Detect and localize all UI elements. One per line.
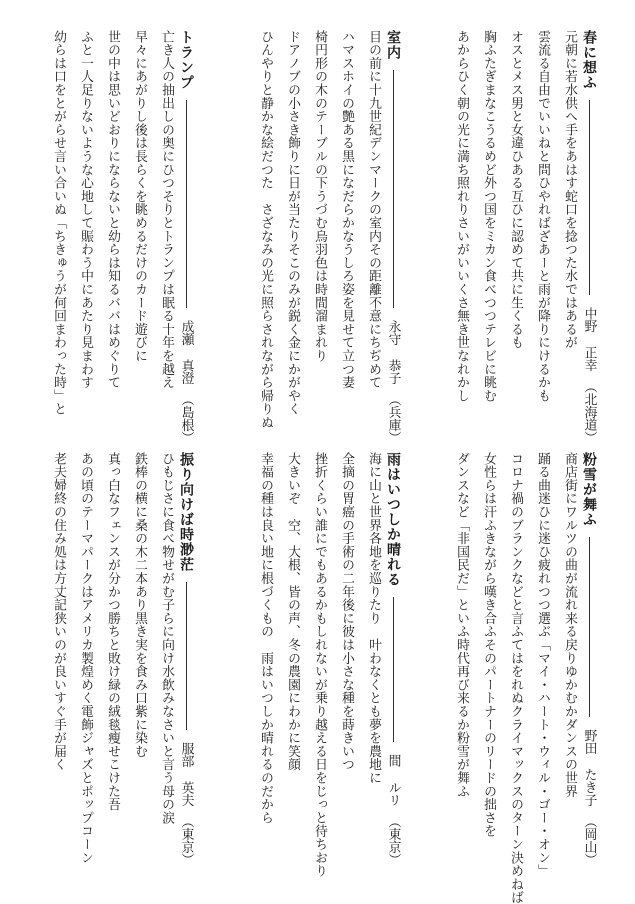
author-family-name: 永守	[385, 319, 401, 346]
poem-header	[576, 30, 602, 444]
poem-line: オスとメス男と女違ひある互ひに認めて共に生くるも	[508, 30, 523, 350]
poem-line: 鉄棒の横に桑の木二本あり黒き実を食み口紫に染む	[132, 452, 147, 758]
poem-line: あからひく朝の光に満ち照れりさいがいいくさ無き世なれかし	[454, 30, 469, 403]
title-rule	[186, 582, 187, 730]
author-prefecture: （岡山）	[581, 814, 597, 866]
poem-line: 亡き人の抽出しの奥にひつそりとトランプは眠る十年を越え	[159, 30, 174, 390]
poem-line: 大きいぞ 空、大根、皆の声、冬の農園にわかに笑顔	[285, 452, 300, 772]
poem-line: ひもじさに食べ物せがむ子らに向け水飲みなさいと言う母の涙	[159, 452, 174, 825]
poem-line: ふと一人足りないような心地して賑わう中にあたり見まわす	[78, 30, 93, 390]
author-given-name: ルリ	[385, 781, 401, 807]
author-given-name: たき子	[581, 768, 597, 807]
poem-line: 海に山と世界各地を巡りたり 叶わなくとも夢を農地に	[366, 452, 381, 785]
poem-line: 目の前に十九世紀デンマークの室内その距離不意にちぢめて	[366, 30, 381, 390]
poem-line: ドアノブの小さき飾りに日が当たりそこのみが鋭く金にかがやく	[285, 30, 300, 416]
poem-line: ハマスホイの艶ある黒になだらかなうしろ姿を見せて立つ妻	[339, 30, 354, 390]
author-given-name: 英夫	[178, 781, 194, 807]
poem-line: 全摘の胃癌の手術の二年後に彼は小さな種を蒔きいつ	[339, 452, 354, 772]
title-rule	[589, 100, 590, 295]
author-family-name: 中野	[581, 306, 597, 333]
author-prefecture: （兵庫）	[385, 392, 401, 444]
poem-title: 春に想ふ	[581, 30, 597, 90]
poem-line: 老夫婦終の住み処は方丈記狭いのが良いすぐ手が届く	[51, 452, 66, 772]
poem-title: 振り向けば時渺茫	[178, 452, 194, 572]
poem-line: 世の中は思いどおりにならないと幼らは知るババはめぐりて	[105, 30, 120, 390]
author-given-name: 恭子	[385, 359, 401, 385]
poem-header	[173, 30, 199, 444]
title-rule	[186, 100, 187, 308]
author-prefecture: （島根）	[178, 392, 194, 444]
poem-line: 早々にあがりし後は長らくを眺めるだけのカード遊びに	[132, 30, 147, 363]
author-prefecture: （東京）	[385, 814, 401, 866]
poem-line: 雲流る自由でいいねと問ひやればざあーと雨が降りにけるかも	[535, 30, 550, 403]
poem-line: 商店街にワルツの曲が流れ来る戻りゆかむかダンスの世界	[562, 452, 577, 798]
poem-title: トランプ	[178, 30, 194, 90]
author-family-name: 間	[385, 754, 401, 768]
author-family-name: 野田	[581, 728, 597, 755]
author-given-name: 正幸	[581, 346, 597, 372]
poem-block	[240, 30, 406, 444]
poem-block	[33, 30, 199, 444]
poem-line: 真っ白なフェンスが分かつ勝ちと敗け緑の絨毯瘦せこけた吾	[105, 452, 120, 812]
poem-line: 胸ふたぎまなこうるめど外つ国をミカン食べつつテレビに眺む	[481, 30, 496, 403]
author-family-name: 服部	[178, 741, 194, 768]
poem-block	[240, 452, 406, 878]
title-rule	[393, 70, 394, 308]
poem-line: あの頃のテーマパークはアメリカ製煌めく電飾ジャズとポップコーン	[78, 452, 93, 865]
poem-title: 粉雪が舞ふ	[581, 452, 597, 527]
poem-title: 室内	[385, 30, 401, 60]
poem-line: ダンスなど「非国民だ」といふ時代再び来るか粉雪が舞ふ	[454, 452, 469, 798]
poem-line: 踊る曲迷ひに迷ひ疲れつつ選ぶ「マイ・ハート・ウィル・ゴー・オン」	[535, 452, 550, 878]
poem-line: コロナ禍のブランクなどと言ふてはをれぬクライマックスのターン決めねば	[508, 452, 523, 904]
poem-line: 元朝に若水供へ手をあはす蛇口を捻つた水ではあるが	[562, 30, 577, 350]
title-rule	[393, 597, 394, 742]
poem-line: 女性らは汗ふきながら嘆き合ふそのパートナーのリードの拙さを	[481, 452, 496, 838]
poem-header	[380, 30, 406, 444]
author-prefecture: （北海道）	[581, 380, 597, 444]
poem-header	[173, 452, 199, 866]
poem-line: 幼らは口をとがらせ言い合いぬ「ちきゅうが何回まわった時」と	[51, 30, 66, 416]
author-prefecture: （東京）	[178, 814, 194, 866]
poem-line: ひんやりと静かな絵だつた さざなみの光に照らされながら帰りぬ	[258, 30, 273, 429]
poem-block	[440, 30, 602, 444]
author-family-name: 成瀬	[178, 319, 194, 346]
poem-line: 挫折くらい誰にでもあるかもしれないが乗り越える日をじっと待ちおり	[312, 452, 327, 878]
poem-header	[576, 452, 602, 866]
poem-line: 幸福の種は良い地に根づくもの 雨はいつしか晴れるのだから	[258, 452, 273, 825]
poem-title: 雨はいつしか晴れる	[385, 452, 401, 587]
author-given-name: 真澄	[178, 359, 194, 385]
poem-header	[380, 452, 406, 866]
poem-line: 椅円形の木のテーブルの下うづむ烏羽色は時間溜まれり	[312, 30, 327, 363]
title-rule	[589, 537, 590, 717]
poem-block	[33, 452, 199, 866]
poem-block	[440, 452, 602, 904]
